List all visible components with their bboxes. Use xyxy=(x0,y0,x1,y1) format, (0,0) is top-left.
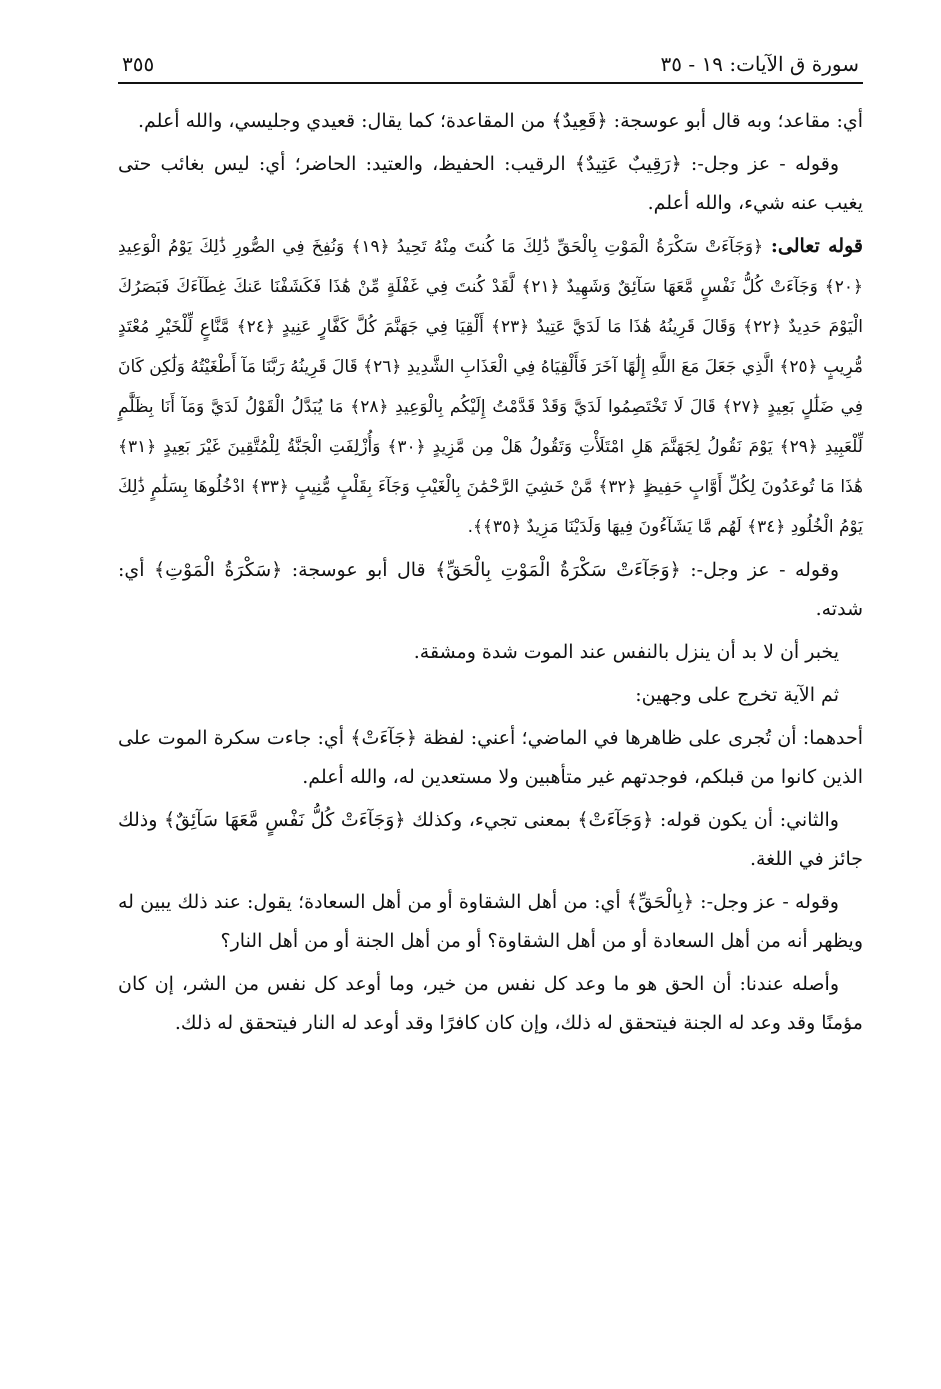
book-page xyxy=(118,52,863,1047)
paragraph: يخبر أن لا بد أن ينزل بالنفس عند الموت شدة ومشقة. xyxy=(413,641,839,663)
paragraph: ثم الآية تخرج على وجهين: xyxy=(635,684,839,706)
quran-text: ﴿وَجَآءَتْ سَكْرَةُ الْمَوْتِ بِالْحَقِّ ذَٰلِكَ مَا كُنتَ مِنْهُ تَحِيدُ ﴿١٩﴾ وَنُفِخَ فِي الصُّورِ ذَٰلِكَ يَوْمُ الْوَعِيدِ ﴿٢٠﴾ وَجَآءَتْ كُلُّ نَفْسٍ مَّعَهَا سَآئِقٌ وَشَهِيدٌ ﴿٢١﴾ لَّقَدْ كُنتَ فِي غَفْلَةٍ مِّنْ هَٰذَا فَكَشَفْنَا عَنكَ غِطَآءَكَ فَبَصَرُكَ الْيَوْمَ حَدِيدٌ ﴿٢٢﴾ وَقَالَ قَرِينُهُ هَٰذَا مَا لَدَيَّ عَتِيدٌ ﴿٢٣﴾ أَلْقِيَا فِي جَهَنَّمَ كُلَّ كَفَّارٍ عَنِيدٍ ﴿٢٤﴾ مَّنَّاعٍ لِّلْخَيْرِ مُعْتَدٍ مُّرِيبٍ ﴿٢٥﴾ الَّذِي جَعَلَ مَعَ اللَّهِ إِلَٰهًا آخَرَ فَأَلْقِيَاهُ فِي الْعَذَابِ الشَّدِيدِ ﴿٢٦﴾ قَالَ قَرِينُهُ رَبَّنَا مَآ أَطْغَيْتُهُ وَلَٰكِن كَانَ فِي ضَلَٰلٍ بَعِيدٍ ﴿٢٧﴾ قَالَ لَا تَخْتَصِمُوا لَدَيَّ وَقَدْ قَدَّمْتُ إِلَيْكُم بِالْوَعِيدِ ﴿٢٨﴾ مَا يُبَدَّلُ الْقَوْلُ لَدَيَّ وَمَآ أَنَا بِظَلَّٰمٍ لِّلْعَبِيدِ ﴿٢٩﴾ يَوْمَ نَقُولُ لِجَهَنَّمَ هَلِ امْتَلَأْتِ وَتَقُولُ هَلْ مِن مَّزِيدٍ ﴿٣٠﴾ وَأُزْلِفَتِ الْجَنَّةُ لِلْمُتَّقِينَ غَيْرَ بَعِيدٍ ﴿٣١﴾ هَٰذَا مَا تُوعَدُونَ لِكُلِّ أَوَّابٍ حَفِيظٍ ﴿٣٢﴾ مَّنْ خَشِيَ الرَّحْمَٰنَ بِالْغَيْبِ وَجَآءَ بِقَلْبٍ مُّنِيبٍ ﴿٣٣﴾ ادْخُلُوهَا بِسَلَٰمٍ ذَٰلِكَ يَوْمُ الْخُلُودِ ﴿٣٤﴾ لَهُم مَّا يَشَآءُونَ فِيهَا وَلَدَيْنَا مَزِيدٌ ﴿٣٥﴾﴾. xyxy=(118,237,863,537)
quran-label: قوله تعالى: xyxy=(770,235,863,257)
page-number: ٣٥٥ xyxy=(122,52,155,76)
paragraph: وقوله - عز وجل-: ﴿وَجَآءَتْ سَكْرَةُ الْمَوْتِ بِالْحَقِّ﴾ قال أبو عوسجة: ﴿سَكْرَةُ الْمَوْتِ﴾ أي: شدته. xyxy=(118,559,863,620)
running-header xyxy=(118,52,863,84)
quran-verses xyxy=(118,227,863,547)
paragraph: وأصله عندنا: أن الحق هو ما وعد كل نفس من خير، وما أوعد كل نفس من الشر، إن كان مؤمنًا وقد وعد له الجنة فيتحقق له ذلك، وإن كان كافرًا وقد أوعد له النار فيتحقق له ذلك. xyxy=(118,973,863,1034)
paragraph: وقوله - عز وجل-: ﴿رَقِيبٌ عَتِيدٌ﴾ الرقيب: الحفيظ، والعتيد: الحاضر؛ أي: ليس بغائب حتى يغيب عنه شيء، والله أعلم. xyxy=(118,153,863,214)
paragraph: والثاني: أن يكون قوله: ﴿وَجَآءَتْ﴾ بمعنى تجيء، وكذلك ﴿وَجَآءَتْ كُلُّ نَفْسٍ مَّعَهَا سَآئِقٌ﴾ وذلك جائز في اللغة. xyxy=(118,809,863,870)
page-body xyxy=(118,102,863,1043)
paragraph: أي: مقاعد؛ وبه قال أبو عوسجة: ﴿قَعِيدٌ﴾ من المقاعدة؛ كما يقال: قعيدي وجليسي، والله أعلم. xyxy=(138,110,863,132)
paragraph: وقوله - عز وجل-: ﴿بِالْحَقِّ﴾ أي: من أهل الشقاوة أو من أهل السعادة؛ يقول: عند ذلك يبين له ويظهر أنه من أهل السعادة أو من أهل الشقاوة؟ أو من أهل الجنة أو من أهل النار؟ xyxy=(118,891,863,952)
paragraph: أحدهما: أن تُجرى على ظاهرها في الماضي؛ أعني: لفظة ﴿جَآءَتْ﴾ أي: جاءت سكرة الموت على الذين كانوا من قبلكم، فوجدتهم غير متأهبين ولا مستعدين له، والله أعلم. xyxy=(118,727,863,788)
sura-title: سورة ق الآيات: ١٩ - ٣٥ xyxy=(660,52,859,76)
